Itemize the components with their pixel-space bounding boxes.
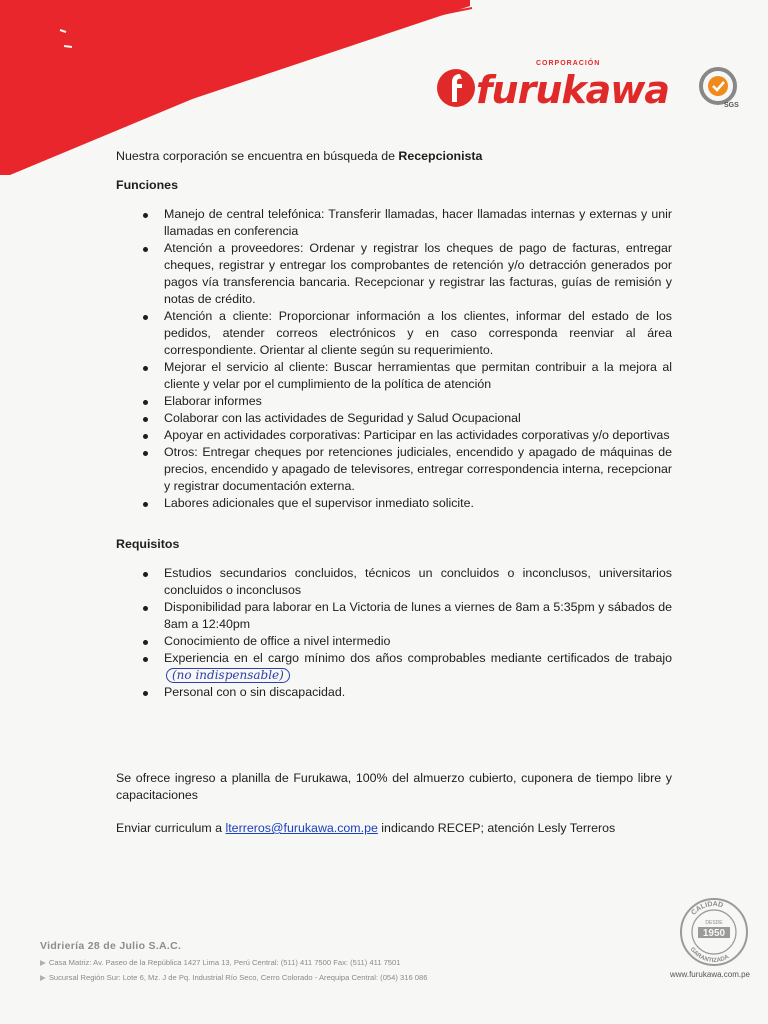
- list-item-text: Elaborar informes: [164, 394, 262, 408]
- page-footer: [40, 940, 750, 982]
- list-item: [116, 495, 672, 512]
- list-item-text: Conocimiento de office a nivel intermedio: [164, 634, 391, 648]
- footer-address-line: [40, 973, 750, 982]
- bullet-icon: [143, 657, 148, 662]
- bullet-icon: [143, 640, 148, 645]
- list-item-text: Otros: Entregar cheques por retenciones judiciales, encendido y apagado de máquinas de precios, encendido y apagado de televisores, entregar correspondencia interna, recepcionar y registrar documentación externa.: [164, 445, 672, 493]
- footer-website: www.furukawa.com.pe: [669, 970, 750, 979]
- bullet-icon: [143, 572, 148, 577]
- seal-top-text: CALIDAD: [690, 900, 724, 917]
- position-title: Recepcionista: [398, 149, 483, 163]
- footer-address-line: [40, 958, 750, 967]
- list-item: [116, 410, 672, 427]
- logo-wordmark: furukawa: [476, 68, 670, 112]
- list-item-text: Experiencia en el cargo mínimo dos años comprobables mediante certificados de trabajo: [164, 651, 672, 665]
- footer-line-text: Sucursal Región Sur: Lote 6, Mz. J de Pq. Industrial Río Seco, Cerro Colorado - Arequipa Central: (054) 316 086: [48, 973, 428, 982]
- list-item: [116, 427, 672, 444]
- email-link[interactable]: lterreros@furukawa.com.pe: [225, 821, 378, 835]
- bullet-icon: [143, 247, 148, 252]
- list-item-text: Manejo de central telefónica: Transferir llamadas, hacer llamadas internas y externas y unir llamadas en conferencia: [164, 207, 672, 238]
- list-item: [116, 308, 672, 359]
- list-item-text: Disponibilidad para laborar en La Victoria de lunes a viernes de 8am a 5:35pm y sábados de 8am a 12:40pm: [164, 600, 672, 631]
- funciones-list: [116, 206, 672, 512]
- arrow-icon: ▶: [40, 973, 46, 982]
- list-item-text: Mejorar el servicio al cliente: Buscar herramientas que permitan contribuir a la mejora al cliente y velar por el cumplimiento de la política de atención: [164, 360, 672, 391]
- sgs-certification-icon: [694, 66, 744, 106]
- list-item: [116, 444, 672, 495]
- list-item-text: Estudios secundarios concluidos, técnicos un concluidos o inconclusos, universitarios concluidos o inconclusos: [164, 566, 672, 597]
- list-item: [116, 684, 672, 701]
- list-item-text: Atención a proveedores: Ordenar y registrar los cheques de pago de facturas, entregar cheques, registrar y entregar los comprobantes de retención y/o detracción generados por pagos vía transferencia bancaria. Recepcionar y registrar las facturas, guías de remisión y notas de crédito.: [164, 241, 672, 306]
- seal-year: 1950: [702, 928, 726, 939]
- sgs-label: SGS: [724, 102, 739, 109]
- bullet-icon: [143, 502, 148, 507]
- svg-text:CALIDAD: [690, 901, 723, 917]
- seal-bottom-text: GARANTIZADA: [688, 946, 731, 965]
- bullet-icon: [143, 691, 148, 696]
- list-item-text: Labores adicionales que el supervisor inmediato solicite.: [164, 496, 474, 510]
- bullet-icon: [143, 434, 148, 439]
- list-item: [116, 206, 672, 240]
- list-item: [116, 359, 672, 393]
- intro-text: Nuestra corporación se encuentra en búsqueda de: [116, 149, 399, 163]
- furukawa-f-icon: [436, 66, 476, 110]
- list-item: [116, 393, 672, 410]
- svg-text:GARANTIZADA: [689, 947, 731, 964]
- list-item-text: Personal con o sin discapacidad.: [164, 685, 346, 699]
- arrow-icon: ▶: [40, 958, 46, 967]
- footer-line-text: Casa Matriz: Av. Paseo de la República 1427 Lima 13, Perú Central: (511) 411 7500 Fax: (511) 411 7501: [48, 958, 401, 967]
- offer-paragraph: Se ofrece ingreso a planilla de Furukawa, 100% del almuerzo cubierto, cuponera de tiempo libre y capacitaciones: [116, 771, 672, 802]
- list-item-text: Colaborar con las actividades de Seguridad y Salud Ocupacional: [164, 411, 521, 425]
- bullet-icon: [143, 606, 148, 611]
- list-item: [116, 650, 672, 684]
- list-item: [116, 599, 672, 633]
- bullet-icon: [143, 213, 148, 218]
- list-item: [116, 565, 672, 599]
- logo-subtitle: CORPORACIÓN: [536, 60, 601, 67]
- bullet-icon: [143, 451, 148, 456]
- apply-suffix: indicando RECEP; atención Lesly Terreros: [377, 821, 616, 835]
- bullet-icon: [143, 366, 148, 371]
- job-description: [116, 148, 672, 701]
- quality-seal-icon: [678, 896, 750, 968]
- footer-company: Vidriería 28 de Julio S.A.C.: [40, 940, 182, 952]
- list-item-text: Apoyar en actividades corporativas: Participar en las actividades corporativas y/o deportivas: [164, 428, 670, 442]
- furukawa-logo: [436, 60, 756, 124]
- bullet-icon: [143, 417, 148, 422]
- requisitos-heading: Requisitos: [116, 537, 180, 551]
- handwritten-note: (no indispensable): [166, 668, 290, 683]
- requisitos-list: [116, 565, 672, 701]
- bullet-icon: [143, 400, 148, 405]
- apply-prefix: Enviar curriculum a: [116, 821, 226, 835]
- intro-line: [116, 148, 672, 165]
- seal-desde: DESDE: [705, 920, 723, 926]
- list-item: [116, 240, 672, 308]
- funciones-heading: Funciones: [116, 178, 178, 192]
- bullet-icon: [143, 315, 148, 320]
- apply-instructions: [116, 820, 672, 837]
- list-item: [116, 633, 672, 650]
- list-item-text: Atención a cliente: Proporcionar información a los clientes, informar del estado de los pedidos, atender correos electrónicos y en caso corresponda reenviar al área correspondiente. Orientar al cliente según su requerimiento.: [164, 309, 672, 357]
